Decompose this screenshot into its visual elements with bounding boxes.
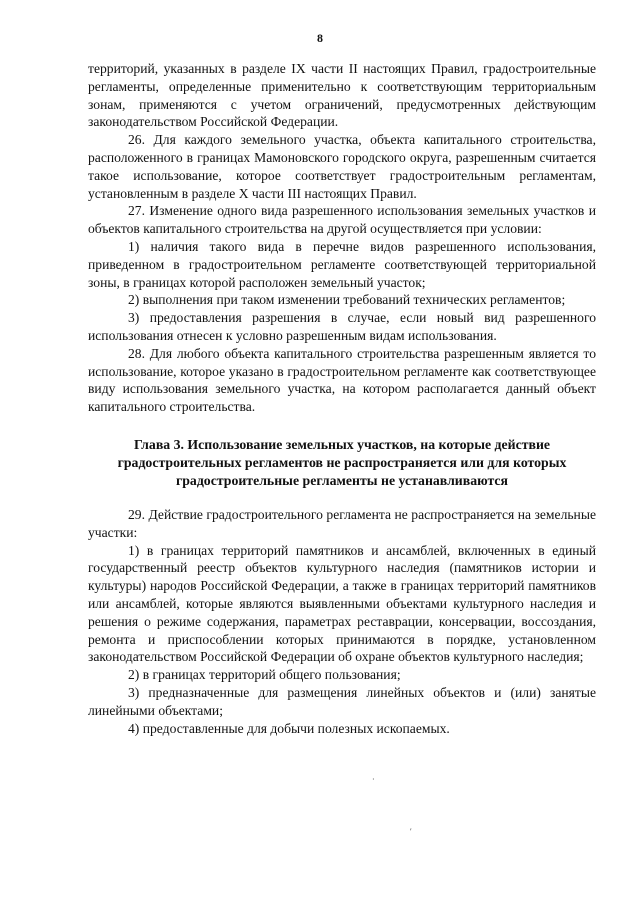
paragraph-27: 27. Изменение одного вида разрешенного использования земельных участков и объектов капитального строительства на другой осуществляется при условии: [88,203,596,237]
paragraph-continuation: территорий, указанных в разделе IX части II настоящих Правил, градостроительные регламенты, определенные применительно к соответствующим территориальным зонам, применяются с учетом ограничений, предусмотренных действующим законодательством Российской Федерации. [88,61,596,130]
paragraph-29-item-3: 3) предназначенные для размещения линейных объектов и (или) занятые линейными объектами; [88,684,596,718]
scan-speck: ′ [410,827,412,836]
paragraph-29-item-1: 1) в границах территорий памятников и ансамблей, включенных в единый государственный реестр объектов культурного наследия (памятников истории и культуры) народов Российской Федерации, а также в границах территорий памятников или ансамблей, которые являются выявленными объектами культурного наследия и решения о режиме содержания, параметрах реставрации, консервации, воссоздания, ремонта и приспособлении которых принимаются в порядке, установленном законодательством Российской Федерации об охране объектов культурного наследия; [88,542,596,665]
paragraph-27-item-2: 2) выполнения при таком изменении требований технических регламентов; [128,292,566,308]
paragraph-29-item-2: 2) в границах территорий общего пользования; [128,667,401,683]
paragraph-28: 28. Для любого объекта капитального строительства разрешенным является то использование, которое указано в градостроительном регламенте как соответствующее виду использования земельного участка, на котором располагается данный объект капитального строительства. [88,345,596,415]
paragraph-29: 29. Действие градостроительного регламента не распространяется на земельные участки: [88,506,596,540]
document-body [88,60,596,737]
paragraph-26: 26. Для каждого земельного участка, объекта капитального строительства, расположенного в границах Мамоновского городского округа, разрешенным считается такое использование, которое соответствует градостроительным регламентам, установленным в разделе X части III настоящих Правил. [88,132,596,201]
paragraph-27-item-1: 1) наличия такого вида в перечне видов разрешенного использования, приведенном в градостроительном регламенте соответствующей территориальной зоны, в границах которой расположен земельный участок; [88,238,596,290]
page-number: 8 [317,31,323,45]
paragraph-27-item-3: 3) предоставления разрешения в случае, если новый вид разрешенного использования отнесен к условно разрешенным видам использования. [88,310,596,343]
paragraph-29-item-4: 4) предоставленные для добычи полезных ископаемых. [128,720,450,736]
scan-speck: · [372,775,375,784]
chapter-title: Глава 3. Использование земельных участков, на которые действие градостроительных регламентов не распространяется или для которых градостроительные регламенты не устанавливаются [117,436,567,488]
